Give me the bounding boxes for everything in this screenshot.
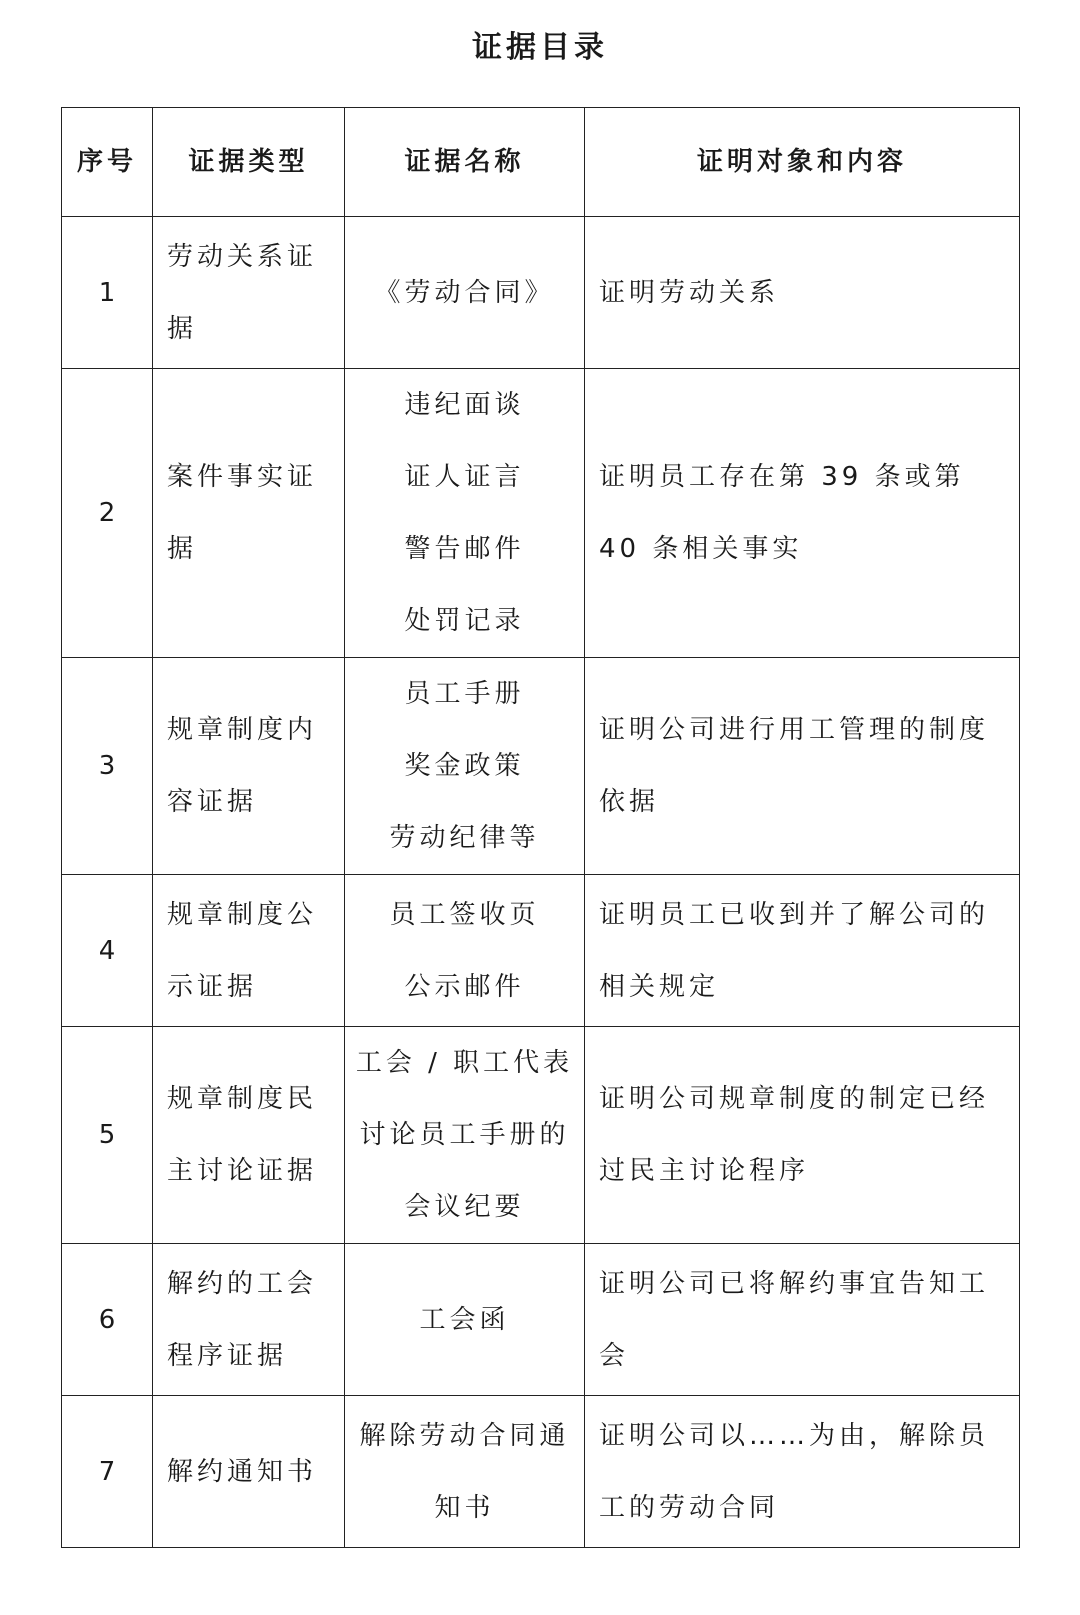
table-row [62, 369, 1020, 658]
row-index: 4 [62, 875, 153, 1027]
evidence-name: 工会 / 职工代表 [355, 1048, 574, 1078]
table-header-row [62, 108, 1020, 217]
row-index: 7 [62, 1396, 153, 1548]
row-names [345, 875, 585, 1027]
row-type: 规章制度公示证据 [153, 875, 345, 1027]
row-names [345, 1244, 585, 1396]
row-names [345, 217, 585, 369]
evidence-name: 处罚记录 [404, 606, 525, 636]
header-name: 证据名称 [345, 108, 585, 217]
evidence-name: 证人证言 [404, 462, 525, 492]
row-names [345, 369, 585, 658]
row-index: 3 [62, 658, 153, 875]
row-type: 案件事实证据 [153, 369, 345, 658]
evidence-name: 会议纪要 [404, 1192, 525, 1222]
row-content: 证明员工已收到并了解公司的相关规定 [585, 875, 1020, 1027]
row-type: 规章制度内容证据 [153, 658, 345, 875]
header-content: 证明对象和内容 [585, 108, 1020, 217]
evidence-name: 讨论员工手册的 [359, 1120, 570, 1150]
row-content: 证明员工存在第 39 条或第 40 条相关事实 [585, 369, 1020, 658]
header-type: 证据类型 [153, 108, 345, 217]
evidence-name: 公示邮件 [404, 971, 525, 1002]
table-row [62, 217, 1020, 369]
evidence-name: 奖金政策 [404, 751, 525, 781]
row-content: 证明公司已将解约事宜告知工会 [585, 1244, 1020, 1396]
row-content: 证明公司规章制度的制定已经过民主讨论程序 [585, 1027, 1020, 1244]
row-index: 1 [62, 217, 153, 369]
evidence-name: 解除劳动合同通知书 [359, 1420, 570, 1523]
row-index: 5 [62, 1027, 153, 1244]
row-content: 证明公司进行用工管理的制度依据 [585, 658, 1020, 875]
table-row [62, 1396, 1020, 1548]
row-content: 证明劳动关系 [585, 217, 1020, 369]
evidence-name: 《劳动合同》 [374, 277, 555, 308]
evidence-table [61, 107, 1020, 1548]
table-row [62, 1027, 1020, 1244]
row-index: 2 [62, 369, 153, 658]
evidence-name: 违纪面谈 [404, 390, 525, 420]
table-row [62, 875, 1020, 1027]
row-type: 规章制度民主讨论证据 [153, 1027, 345, 1244]
table-row [62, 658, 1020, 875]
header-index: 序号 [62, 108, 153, 217]
evidence-name: 警告邮件 [404, 534, 525, 564]
document-title: 证据目录 [472, 30, 608, 65]
evidence-name: 劳动纪律等 [389, 823, 540, 853]
row-type: 劳动关系证据 [153, 217, 345, 369]
evidence-name: 工会函 [419, 1304, 510, 1335]
evidence-name: 员工签收页 [389, 899, 540, 930]
row-names [345, 1027, 585, 1244]
row-names [345, 1396, 585, 1548]
table-row [62, 1244, 1020, 1396]
row-type: 解约通知书 [153, 1396, 345, 1548]
evidence-name: 员工手册 [404, 679, 525, 709]
row-index: 6 [62, 1244, 153, 1396]
row-content: 证明公司以……为由，解除员工的劳动合同 [585, 1396, 1020, 1548]
row-names [345, 658, 585, 875]
row-type: 解约的工会程序证据 [153, 1244, 345, 1396]
